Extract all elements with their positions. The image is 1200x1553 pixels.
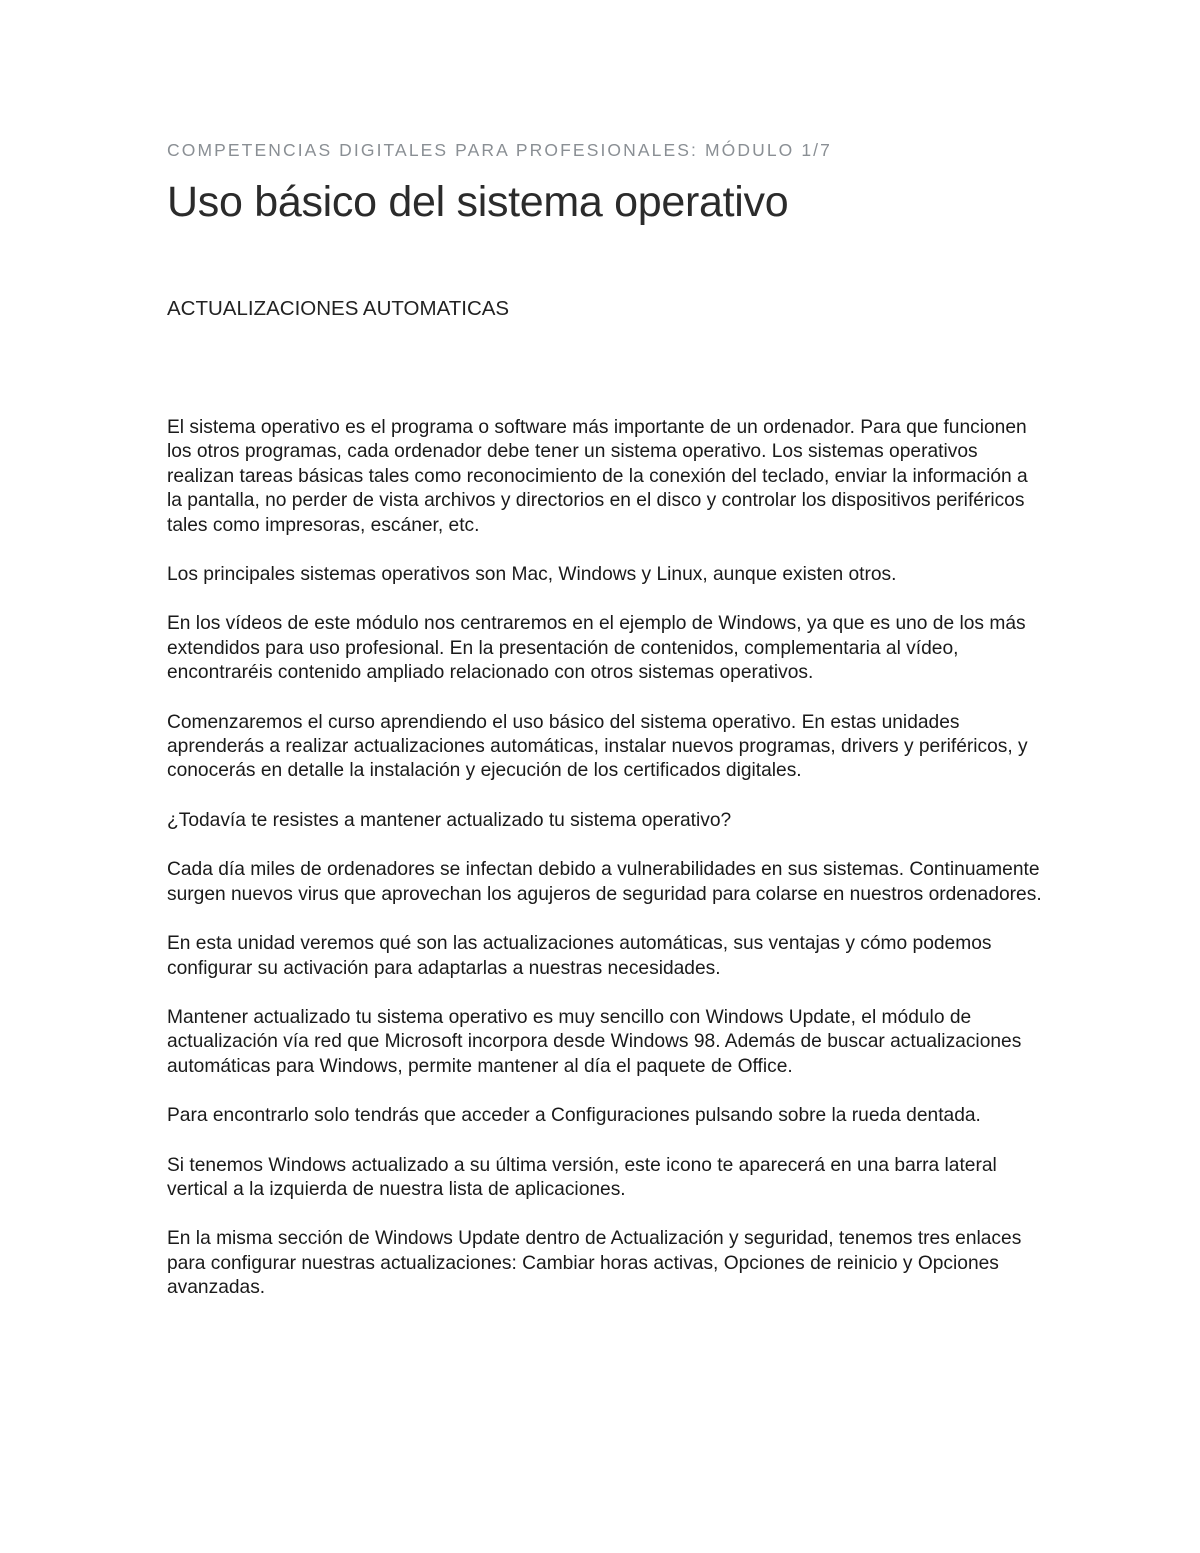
paragraph-links: En la misma sección de Windows Update dentro de Actualización y seguridad, tenemos tres enlaces para configurar nuestras actualizaciones: Cambiar horas activas, Opciones de reinicio y Opciones avanzadas. — [167, 1228, 1022, 1299]
paragraph-videos: En los vídeos de este módulo nos centraremos en el ejemplo de Windows, ya que es uno de los más extendidos para uso profesional. En la presentación de contenidos, complementaria al vídeo, encontraréis contenido ampliado relacionado con otros sistemas operativos. — [167, 613, 1026, 684]
paragraph-intro: El sistema operativo es el programa o software más importante de un ordenador. Para que funcionen los otros programas, cada ordenador debe tener un sistema operativo. Los sistemas operativos realizan tareas básicas tales como reconocimiento de la conexión del teclado, enviar la información a la pantalla, no perder de vista archivos y directorios en el disco y controlar los dispositivos periféricos tales como impresoras, escáner, etc. — [167, 417, 1028, 536]
paragraph-question: ¿Todavía te resistes a mantener actualizado tu sistema operativo? — [167, 809, 732, 831]
paragraph-main-os: Los principales sistemas operativos son Mac, Windows y Linux, aunque existen otros. — [167, 564, 897, 586]
module-kicker: COMPETENCIAS DIGITALES PARA PROFESIONALES: MÓDULO 1/7 — [167, 140, 832, 160]
section-heading: ACTUALIZACIONES AUTOMATICAS — [167, 297, 510, 320]
document-body — [167, 416, 1047, 1301]
paragraph-settings: Para encontrarlo solo tendrás que acceder a Configuraciones pulsando sobre la rueda dentada. — [167, 1105, 981, 1127]
paragraph-windows-update: Mantener actualizado tu sistema operativo es muy sencillo con Windows Update, el módulo de actualización vía red que Microsoft incorpora desde Windows 98. Además de buscar actualizaciones automáticas para Windows, permite mantener al día el paquete de Office. — [167, 1006, 1022, 1077]
paragraph-unit: En esta unidad veremos qué son las actualizaciones automáticas, sus ventajas y cómo podemos configurar su activación para adaptarlas a nuestras necesidades. — [167, 933, 992, 979]
paragraph-vulnerabilities: Cada día miles de ordenadores se infectan debido a vulnerabilidades en sus sistemas. Continuamente surgen nuevos virus que aprovechan los agujeros de seguridad para colarse en nuestros ordenadores. — [167, 859, 1042, 905]
paragraph-icon: Si tenemos Windows actualizado a su última versión, este icono te aparecerá en una barra lateral vertical a la izquierda de nuestra lista de aplicaciones. — [167, 1154, 997, 1200]
document-content — [167, 138, 1047, 1326]
page-title: Uso básico del sistema operativo — [167, 178, 789, 226]
paragraph-course: Comenzaremos el curso aprendiendo el uso básico del sistema operativo. En estas unidades aprenderás a realizar actualizaciones automáticas, instalar nuevos programas, drivers y periféricos, y conocerás en detalle la instalación y ejecución de los certificados digitales. — [167, 711, 1028, 782]
